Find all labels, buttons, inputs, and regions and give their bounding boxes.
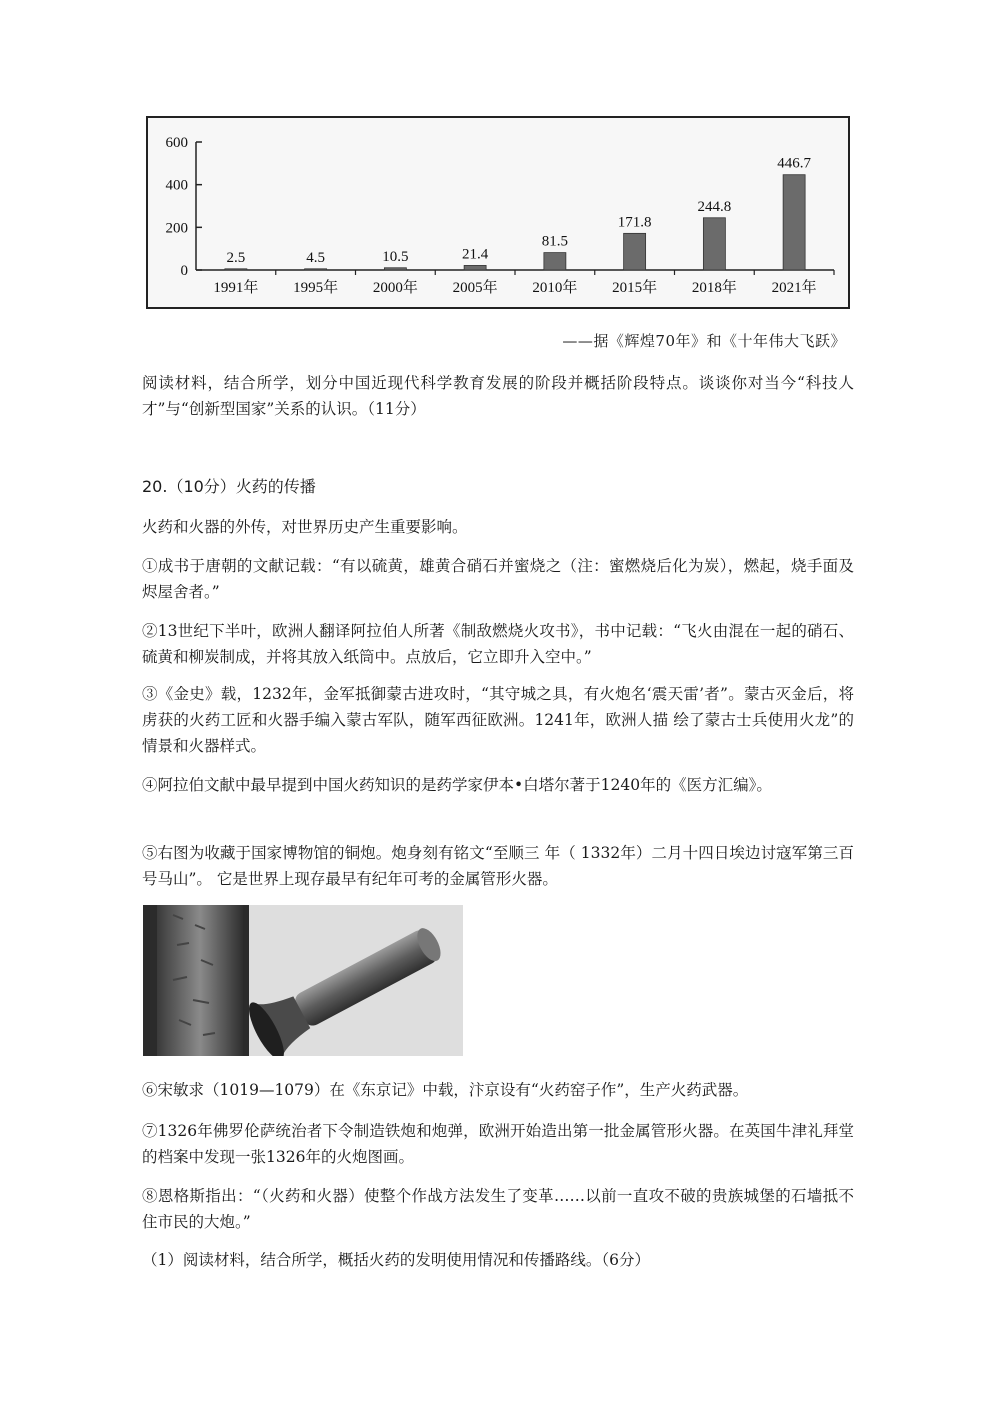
bar	[464, 265, 486, 270]
bar	[624, 233, 646, 270]
material-1: ①成书于唐朝的文献记载：“有以硫黄，雄黄合硝石并蜜烧之（注：蜜燃烧后化为炭），燃起，烧手面及烬屋舍者。”	[142, 557, 854, 601]
q20-intro: 火药和火器的外传，对世界历史产生重要影响。	[142, 518, 468, 536]
x-category-label: 2010年	[532, 280, 578, 296]
bronze-cannon-image	[143, 905, 463, 1056]
x-category-label: 1991年	[213, 280, 259, 296]
material-8: ⑧恩格斯指出：“（火药和火器）使整个作战方法发生了变革……以前一直攻不破的贵族城堡的石墙抵不住市民的大炮。”	[142, 1187, 854, 1231]
bar-value-label: 171.8	[617, 214, 652, 231]
material-5: ⑤右图为收藏于国家博物馆的铜炮。炮身刻有铭文“至顺三 年（ 1332年）二月十四日埃边讨寇军第三百号马山”。 它是世界上现存最早有纪年可考的金属管形火器。	[142, 844, 854, 888]
x-category-label: 2018年	[691, 280, 737, 296]
x-category-label: 2005年	[452, 280, 498, 296]
bar	[225, 269, 247, 270]
bar-chart-frame	[146, 116, 850, 309]
bar	[384, 268, 406, 270]
bar-value-label: 244.8	[697, 198, 732, 215]
x-category-label: 2000年	[372, 280, 418, 296]
material-6: ⑥宋敏求（1019—1079）在《东京记》中载，汴京设有“火药窑子作”，生产火药武器。	[142, 1081, 749, 1099]
bar-value-label: 81.5	[541, 233, 568, 250]
bar-value-label: 4.5	[306, 249, 325, 266]
sub-question-1: （1）阅读材料，结合所学，概括火药的发明使用情况和传播路线。（6分）	[142, 1251, 650, 1269]
bar	[305, 269, 327, 270]
bar-chart	[148, 118, 848, 307]
y-tick-label: 0	[180, 263, 188, 279]
material-4: ④阿拉伯文献中最早提到中国火药知识的是药学家伊本•白塔尔著于1240年的《医方汇编》。	[142, 776, 772, 794]
y-tick-label: 600	[165, 135, 188, 151]
chart-source: ——据《辉煌70年》和《十年伟大飞跃》	[562, 332, 846, 350]
material-3: ③《金史》载，1232年，金军抵御蒙古进攻时，“其守城之具，有火炮名‘震天雷’者”。蒙古灭金后，将虏获的火药工匠和火器手编入蒙古军队，随军西征欧洲。1241年，欧洲人描 绘了蒙古士兵使用火龙”的情景和火器样式。	[142, 685, 854, 755]
bar	[703, 218, 725, 270]
bar	[544, 253, 566, 270]
bar-value-label: 446.7	[777, 155, 811, 172]
material-7: ⑦1326年佛罗伦萨统治者下令制造铁炮和炮弹，欧洲开始造出第一批金属管形火器。在英国牛津礼拜堂的档案中发现一张1326年的火炮图画。	[142, 1122, 854, 1166]
x-category-label: 1995年	[293, 280, 339, 296]
bar	[783, 175, 805, 270]
y-tick-label: 400	[165, 177, 188, 194]
x-category-label: 2015年	[612, 280, 658, 296]
q19-prompt: 阅读材料，结合所学，划分中国近现代科学教育发展的阶段并概括阶段特点。谈谈你对当今“科技人才”与“创新型国家”关系的认识。（11分）	[142, 374, 854, 418]
bar-value-label: 2.5	[226, 249, 246, 266]
y-tick-label: 200	[165, 220, 188, 237]
question-20-title: 20.（10分）火药的传播	[142, 477, 316, 496]
bar-value-label: 21.4	[462, 246, 489, 263]
bronze-cannon-photo	[143, 905, 463, 1056]
material-2: ②13世纪下半叶，欧洲人翻译阿拉伯人所著《制敌燃烧火攻书》，书中记载：“飞火由混在一起的硝石、硫黄和柳炭制成，并将其放入纸筒中。点放后，它立即升入空中。”	[142, 622, 854, 666]
x-category-label: 2021年	[771, 280, 817, 296]
bar-value-label: 10.5	[382, 248, 409, 265]
